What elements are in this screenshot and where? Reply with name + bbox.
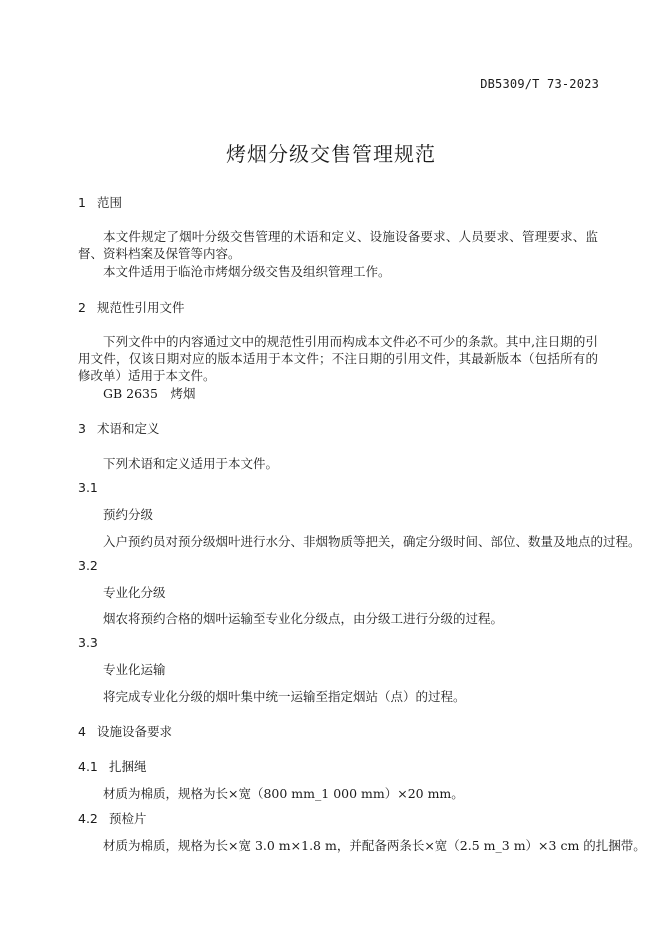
section-3-intro: 下列术语和定义适用于本文件。 <box>103 456 279 471</box>
section-title: 规范性引用文件 <box>97 300 185 315</box>
clause-number: 4.2 <box>78 811 98 826</box>
section-title: 术语和定义 <box>97 421 160 436</box>
document-code: DB5309/T 73-2023 <box>480 77 599 91</box>
section-1-paragraph-2: 本文件适用于临沧市烤烟分级交售及组织管理工作。 <box>103 264 391 279</box>
term-3-2-name: 专业化分级 <box>103 585 166 600</box>
section-number: 3 <box>78 421 86 436</box>
term-3-1-definition: 入户预约员对预分级烟叶进行水分、非烟物质等把关，确定分级时间、部位、数量及地点的过程。 <box>103 534 641 549</box>
clause-4-1-text: 材质为棉质，规格为长×宽（800 mm_1 000 mm）×20 mm。 <box>103 786 464 801</box>
section-1-heading <box>78 193 122 211</box>
term-3-2-number: 3.2 <box>78 558 98 573</box>
section-title: 设施设备要求 <box>97 724 173 739</box>
document-title: 烤烟分级交售管理规范 <box>226 142 436 166</box>
clause-4-2-heading <box>78 809 147 827</box>
clause-title: 预检片 <box>109 811 147 826</box>
term-3-3-definition: 将完成专业化分级的烟叶集中统一运输至指定烟站（点）的过程。 <box>103 689 466 704</box>
clause-4-1-heading <box>78 757 147 775</box>
section-1-paragraph-1: 本文件规定了烟叶分级交售管理的术语和定义、设施设备要求、人员要求、管理要求、监督、资料档案及保管等内容。 <box>78 229 598 261</box>
clause-title: 扎捆绳 <box>109 759 147 774</box>
section-2-heading <box>78 298 185 316</box>
section-2-paragraph-1: 下列文件中的内容通过文中的规范性引用而构成本文件必不可少的条款。其中,注日期的引用文件，仅该日期对应的版本适用于本文件；不注日期的引用文件，其最新版本（包括所有的修改单）适用于本文件。 <box>78 334 598 383</box>
term-3-1-number: 3.1 <box>78 480 98 495</box>
term-3-2-definition: 烟农将预约合格的烟叶运输至专业化分级点，由分级工进行分级的过程。 <box>103 611 504 626</box>
term-3-3-name: 专业化运输 <box>103 662 166 677</box>
section-3-heading <box>78 419 160 437</box>
clause-4-2-text: 材质为棉质，规格为长×宽 3.0 m×1.8 m，并配备两条长×宽（2.5 m_3 m）×3 cm 的扎捆带。 <box>103 838 646 853</box>
clause-number: 4.1 <box>78 759 98 774</box>
section-title: 范围 <box>97 195 123 210</box>
term-3-1-name: 预约分级 <box>103 507 154 522</box>
section-number: 1 <box>78 195 86 210</box>
section-number: 4 <box>78 724 86 739</box>
normative-reference: GB 2635 烤烟 <box>103 386 196 401</box>
term-3-3-number: 3.3 <box>78 635 98 650</box>
section-4-heading <box>78 722 172 740</box>
section-number: 2 <box>78 300 86 315</box>
